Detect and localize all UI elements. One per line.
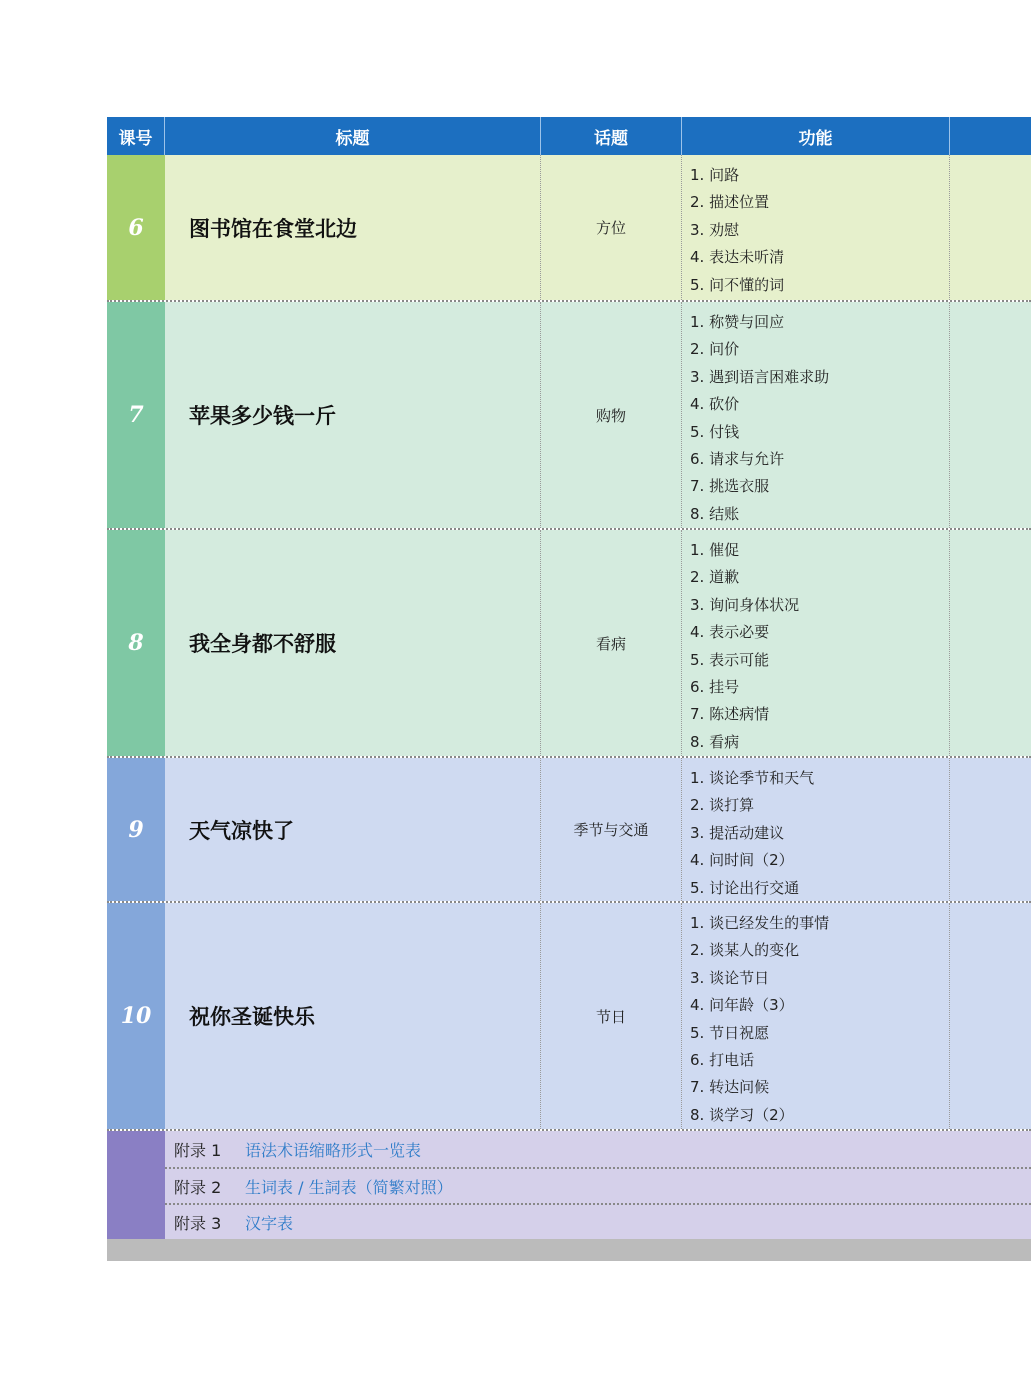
lesson-topic: 季节与交通 (541, 758, 682, 901)
function-item: 4. 砍价 (690, 395, 740, 414)
function-item: 1. 问路 (690, 166, 740, 184)
appendix-item-3[interactable] (165, 1203, 1031, 1239)
function-item: 5. 问不懂的词 (690, 275, 785, 294)
lesson-title[interactable]: 苹果多少钱一斤 (165, 302, 541, 528)
function-item: 2. 谈某人的变化 (690, 941, 800, 960)
header-cut-off-column (950, 117, 1031, 155)
function-item: 8. 谈学习（2） (690, 1105, 794, 1124)
header-functions: 功能 (682, 117, 950, 155)
cut-off-column (950, 758, 1031, 901)
lesson-topic: 方位 (541, 155, 682, 300)
function-item: 4. 问年龄（3） (690, 996, 794, 1015)
lesson-title[interactable]: 图书馆在食堂北边 (165, 155, 541, 300)
appendix-link[interactable]: 汉字表 (245, 1213, 294, 1233)
lesson-title[interactable]: 我全身都不舒服 (165, 530, 541, 756)
function-item: 1. 谈已经发生的事情 (690, 914, 830, 932)
lesson-functions (682, 758, 950, 901)
function-item: 2. 谈打算 (690, 796, 755, 815)
lesson-functions (682, 155, 950, 300)
function-item: 4. 问时间（2） (690, 851, 794, 870)
lesson-row-8[interactable] (107, 528, 1031, 756)
lesson-row-7[interactable] (107, 300, 1031, 528)
function-item: 6. 打电话 (690, 1050, 755, 1069)
lesson-number: 6 (107, 155, 165, 300)
lesson-number: 10 (107, 903, 165, 1129)
contents-table (107, 117, 1031, 1261)
appendix-item-2[interactable] (165, 1167, 1031, 1203)
appendix-link[interactable]: 语法术语缩略形式一览表 (245, 1140, 422, 1160)
header-title: 标题 (165, 117, 541, 155)
function-item: 3. 劝慰 (690, 220, 740, 239)
table-header (107, 117, 1031, 155)
appendix-label: 附录 3 (174, 1213, 222, 1233)
function-item: 5. 讨论出行交通 (690, 878, 800, 897)
function-item: 7. 转达问候 (690, 1078, 770, 1097)
cut-off-column (950, 903, 1031, 1129)
lesson-functions (682, 530, 950, 756)
function-item: 8. 结账 (690, 504, 740, 523)
appendix-label: 附录 1 (174, 1140, 222, 1160)
function-item: 5. 节日祝愿 (690, 1023, 770, 1042)
cut-off-column (950, 302, 1031, 528)
lesson-number: 9 (107, 758, 165, 901)
function-item: 8. 看病 (690, 732, 740, 751)
function-item: 3. 询问身体状况 (690, 595, 800, 614)
appendix-label: 附录 2 (174, 1177, 222, 1197)
lesson-functions (682, 903, 950, 1129)
lesson-number: 7 (107, 302, 165, 528)
function-item: 6. 请求与允许 (690, 449, 785, 468)
lesson-row-6[interactable] (107, 155, 1031, 300)
appendix-link[interactable]: 生词表 / 生詞表（简繁对照） (245, 1177, 453, 1197)
function-item: 4. 表示必要 (690, 623, 770, 642)
appendix-list (165, 1131, 1031, 1239)
function-item: 4. 表达未听清 (690, 248, 785, 267)
function-item: 1. 催促 (690, 541, 740, 559)
lesson-title[interactable]: 天气凉快了 (165, 758, 541, 901)
lesson-topic: 看病 (541, 530, 682, 756)
lesson-row-10[interactable] (107, 901, 1031, 1129)
function-item: 7. 挑选衣服 (690, 477, 770, 496)
function-item: 2. 描述位置 (690, 193, 770, 212)
function-item: 5. 表示可能 (690, 650, 770, 669)
lesson-title[interactable]: 祝你圣诞快乐 (165, 903, 541, 1129)
lesson-topic: 购物 (541, 302, 682, 528)
lesson-functions (682, 302, 950, 528)
function-item: 5. 付钱 (690, 422, 740, 441)
function-item: 3. 谈论节日 (690, 968, 770, 987)
function-item: 3. 遇到语言困难求助 (690, 367, 830, 386)
cut-off-column (950, 530, 1031, 756)
appendix-item-1[interactable] (165, 1131, 1031, 1167)
cut-off-column (950, 155, 1031, 300)
lesson-row-9[interactable] (107, 756, 1031, 901)
function-item: 1. 称赞与回应 (690, 313, 785, 331)
footer-bar (107, 1239, 1031, 1261)
function-item: 6. 挂号 (690, 677, 740, 696)
appendix-color-bar (107, 1131, 165, 1239)
function-item: 2. 道歉 (690, 568, 740, 587)
header-lesson-number: 课号 (107, 117, 165, 155)
function-item: 3. 提活动建议 (690, 823, 785, 842)
header-topic: 话题 (541, 117, 682, 155)
lesson-topic: 节日 (541, 903, 682, 1129)
lesson-number: 8 (107, 530, 165, 756)
function-item: 1. 谈论季节和天气 (690, 769, 815, 787)
function-item: 7. 陈述病情 (690, 705, 770, 724)
appendix-section (107, 1129, 1031, 1239)
function-item: 2. 问价 (690, 340, 740, 359)
